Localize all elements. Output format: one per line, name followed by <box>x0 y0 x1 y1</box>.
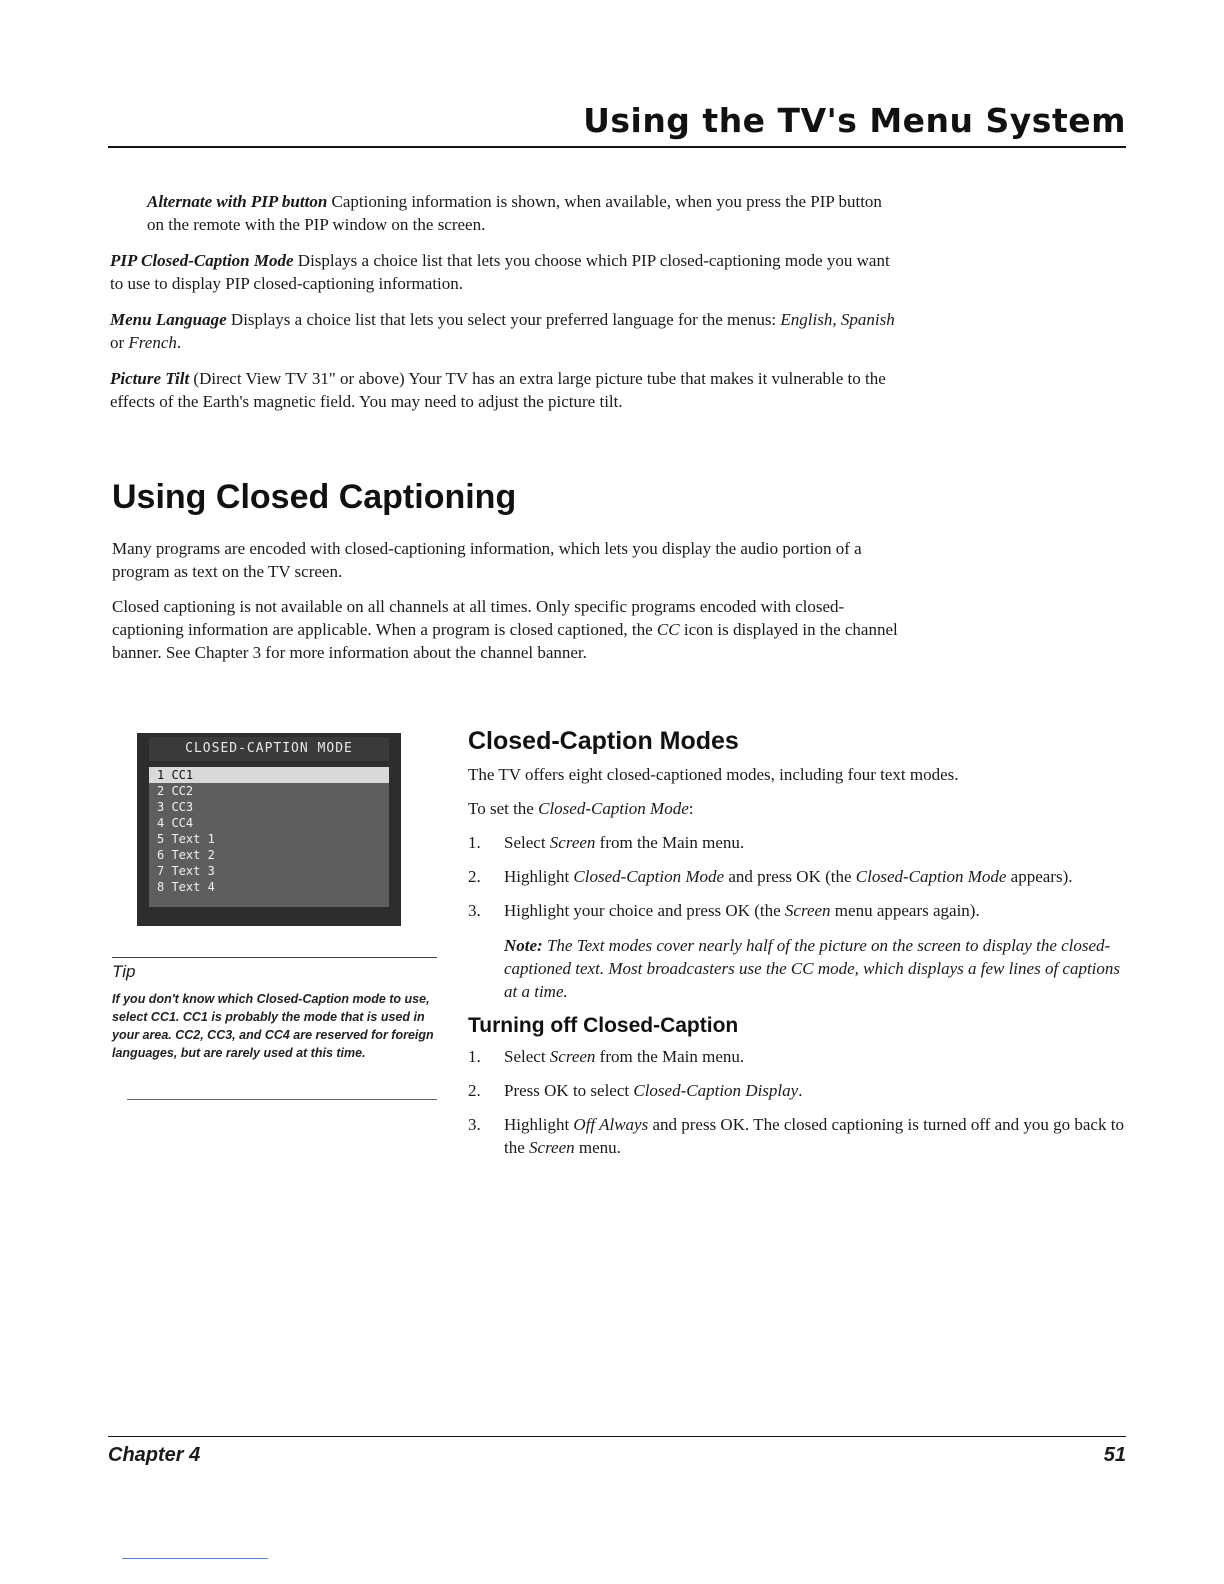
turnoff-steps <box>468 1045 1128 1159</box>
osd-menu-item-cc2: 2 CC2 <box>157 784 194 798</box>
step-text: appears). <box>1006 867 1073 886</box>
turnoff-heading: Turning off Closed-Caption <box>468 1014 739 1037</box>
language-option-spanish: Spanish <box>840 310 895 329</box>
step-number: 1. <box>468 1047 481 1066</box>
osd-menu-item-cc4: 4 CC4 <box>157 816 194 830</box>
section-title: Using Closed Captioning <box>112 478 517 516</box>
step-number: 3. <box>468 1115 481 1134</box>
definition-term: PIP Closed-Caption Mode <box>110 251 294 270</box>
step-item <box>468 899 1128 922</box>
page-title: Using the TV's Menu System <box>583 101 1126 140</box>
section-paragraph-1: Many programs are encoded with closed-captioning information, which lets you display the audio portion of a program as text on the TV screen. <box>112 539 862 581</box>
definition-text: (Direct View TV 31" or above) Your TV has an extra large picture tube that makes it vulnerable to the effects of the Earth's magnetic field. You may need to adjust the picture tilt. <box>110 369 886 411</box>
cc-term: CC <box>656 620 680 639</box>
page-header <box>108 100 1126 148</box>
menu-term: Screen <box>784 901 831 920</box>
separator: , <box>832 310 841 329</box>
tip-label: Tip <box>112 962 136 981</box>
definition-alternate-pip <box>110 190 900 236</box>
osd-menu-item-text1: 5 Text 1 <box>157 832 215 846</box>
definition-text: Captioning information is shown, when available, when you press the PIP button on the remote with the PIP window on the screen. <box>147 192 882 234</box>
page-footer <box>108 1436 1126 1473</box>
note <box>468 934 1128 1003</box>
definition-text: Displays a choice list that lets you choose which PIP closed-captioning mode you want to use to display PIP closed-captioning information. <box>110 251 890 293</box>
modes-heading: Closed-Caption Modes <box>468 727 739 755</box>
note-label: Note: <box>504 936 543 955</box>
modes-set-instruction <box>468 797 1128 820</box>
language-option-english: English <box>780 310 833 329</box>
definition-term: Menu Language <box>110 310 227 329</box>
menu-term: Closed-Caption Display <box>633 1081 799 1100</box>
step-text: menu. <box>574 1138 621 1157</box>
menu-term: Screen <box>529 1138 575 1157</box>
intro-definitions <box>110 190 900 426</box>
step-number: 2. <box>468 867 481 886</box>
step-item <box>468 1079 1128 1102</box>
menu-term: Closed-Caption Mode <box>855 867 1007 886</box>
menu-term: Screen <box>549 833 596 852</box>
modes-intro: The TV offers eight closed-captioned modes, including four text modes. <box>468 765 959 784</box>
paragraph-text: icon is displayed in the channel banner. See Chapter 3 for more information about the channel banner. <box>112 620 898 662</box>
section-body <box>112 537 902 676</box>
language-option-french: French <box>128 333 177 352</box>
section-paragraph-2 <box>112 595 902 664</box>
tip-divider <box>127 1099 437 1100</box>
osd-menu-list <box>149 767 389 907</box>
menu-term: Screen <box>549 1047 596 1066</box>
instruction-text: To set the <box>468 799 539 818</box>
step-item <box>468 1113 1128 1159</box>
footer-chapter: Chapter 4 <box>108 1444 201 1466</box>
step-text: Highlight <box>504 1115 574 1134</box>
step-text: Highlight <box>504 867 574 886</box>
step-number: 3. <box>468 901 481 920</box>
footer-page-number: 51 <box>1103 1444 1126 1466</box>
modes-steps <box>468 831 1128 922</box>
step-item <box>468 865 1128 888</box>
osd-menu-item-cc3: 3 CC3 <box>157 800 194 814</box>
step-text: and press OK. The closed captioning is turned off and you go back to the <box>504 1115 1124 1157</box>
definition-pip-cc-mode <box>110 249 900 295</box>
tip-box <box>112 957 437 1062</box>
closed-caption-mode-screenshot <box>137 733 401 926</box>
definition-menu-language <box>110 308 900 354</box>
definition-picture-tilt <box>110 367 900 413</box>
step-text: . <box>798 1081 803 1100</box>
step-text: Select <box>504 833 550 852</box>
osd-menu-item-text3: 7 Text 3 <box>157 864 215 878</box>
menu-term: Closed-Caption Mode <box>573 867 725 886</box>
step-item <box>468 1045 1128 1068</box>
definition-term: Alternate with PIP button <box>147 192 328 211</box>
closed-caption-instructions <box>468 727 1128 1171</box>
tip-text: If you don't know which Closed-Caption mode to use, select CC1. CC1 is probably the mode that is used in your area. CC2, CC3, and CC4 are reserved for foreign languages, but are rarely used at this time. <box>112 992 434 1060</box>
osd-menu-item-text2: 6 Text 2 <box>157 848 215 862</box>
paragraph-text: Closed captioning is not available on all channels at all times. Only specific programs encoded with closed-captioning information are applicable. When a program is closed captioned, the <box>112 597 845 639</box>
definition-text: Displays a choice list that lets you select your preferred language for the menus: <box>226 310 781 329</box>
period: . <box>176 333 182 352</box>
step-text: from the Main menu. <box>595 833 745 852</box>
step-number: 2. <box>468 1081 481 1100</box>
step-number: 1. <box>468 833 481 852</box>
menu-term: Off Always <box>573 1115 649 1134</box>
step-text: Highlight your choice and press OK (the <box>504 901 785 920</box>
separator: or <box>110 333 129 352</box>
note-text: The Text modes cover nearly half of the picture on the screen to display the closed-captioned text. Most broadcasters use the CC mode, which displays a few lines of captions at a time. <box>504 936 1121 1001</box>
menu-term: Closed-Caption Mode <box>538 799 689 818</box>
step-text: Select <box>504 1047 550 1066</box>
bottom-divider <box>122 1558 268 1559</box>
step-text: from the Main menu. <box>595 1047 745 1066</box>
definition-term: Picture Tilt <box>110 369 190 388</box>
step-text: Press OK to select <box>504 1081 634 1100</box>
osd-menu-item-text4: 8 Text 4 <box>157 880 215 894</box>
step-text: and press OK (the <box>724 867 856 886</box>
osd-menu-item-cc1: 1 CC1 <box>149 767 389 783</box>
osd-menu-title: CLOSED-CAPTION MODE <box>149 737 389 761</box>
step-text: menu appears again). <box>830 901 980 920</box>
colon: : <box>688 799 694 818</box>
step-item <box>468 831 1128 854</box>
